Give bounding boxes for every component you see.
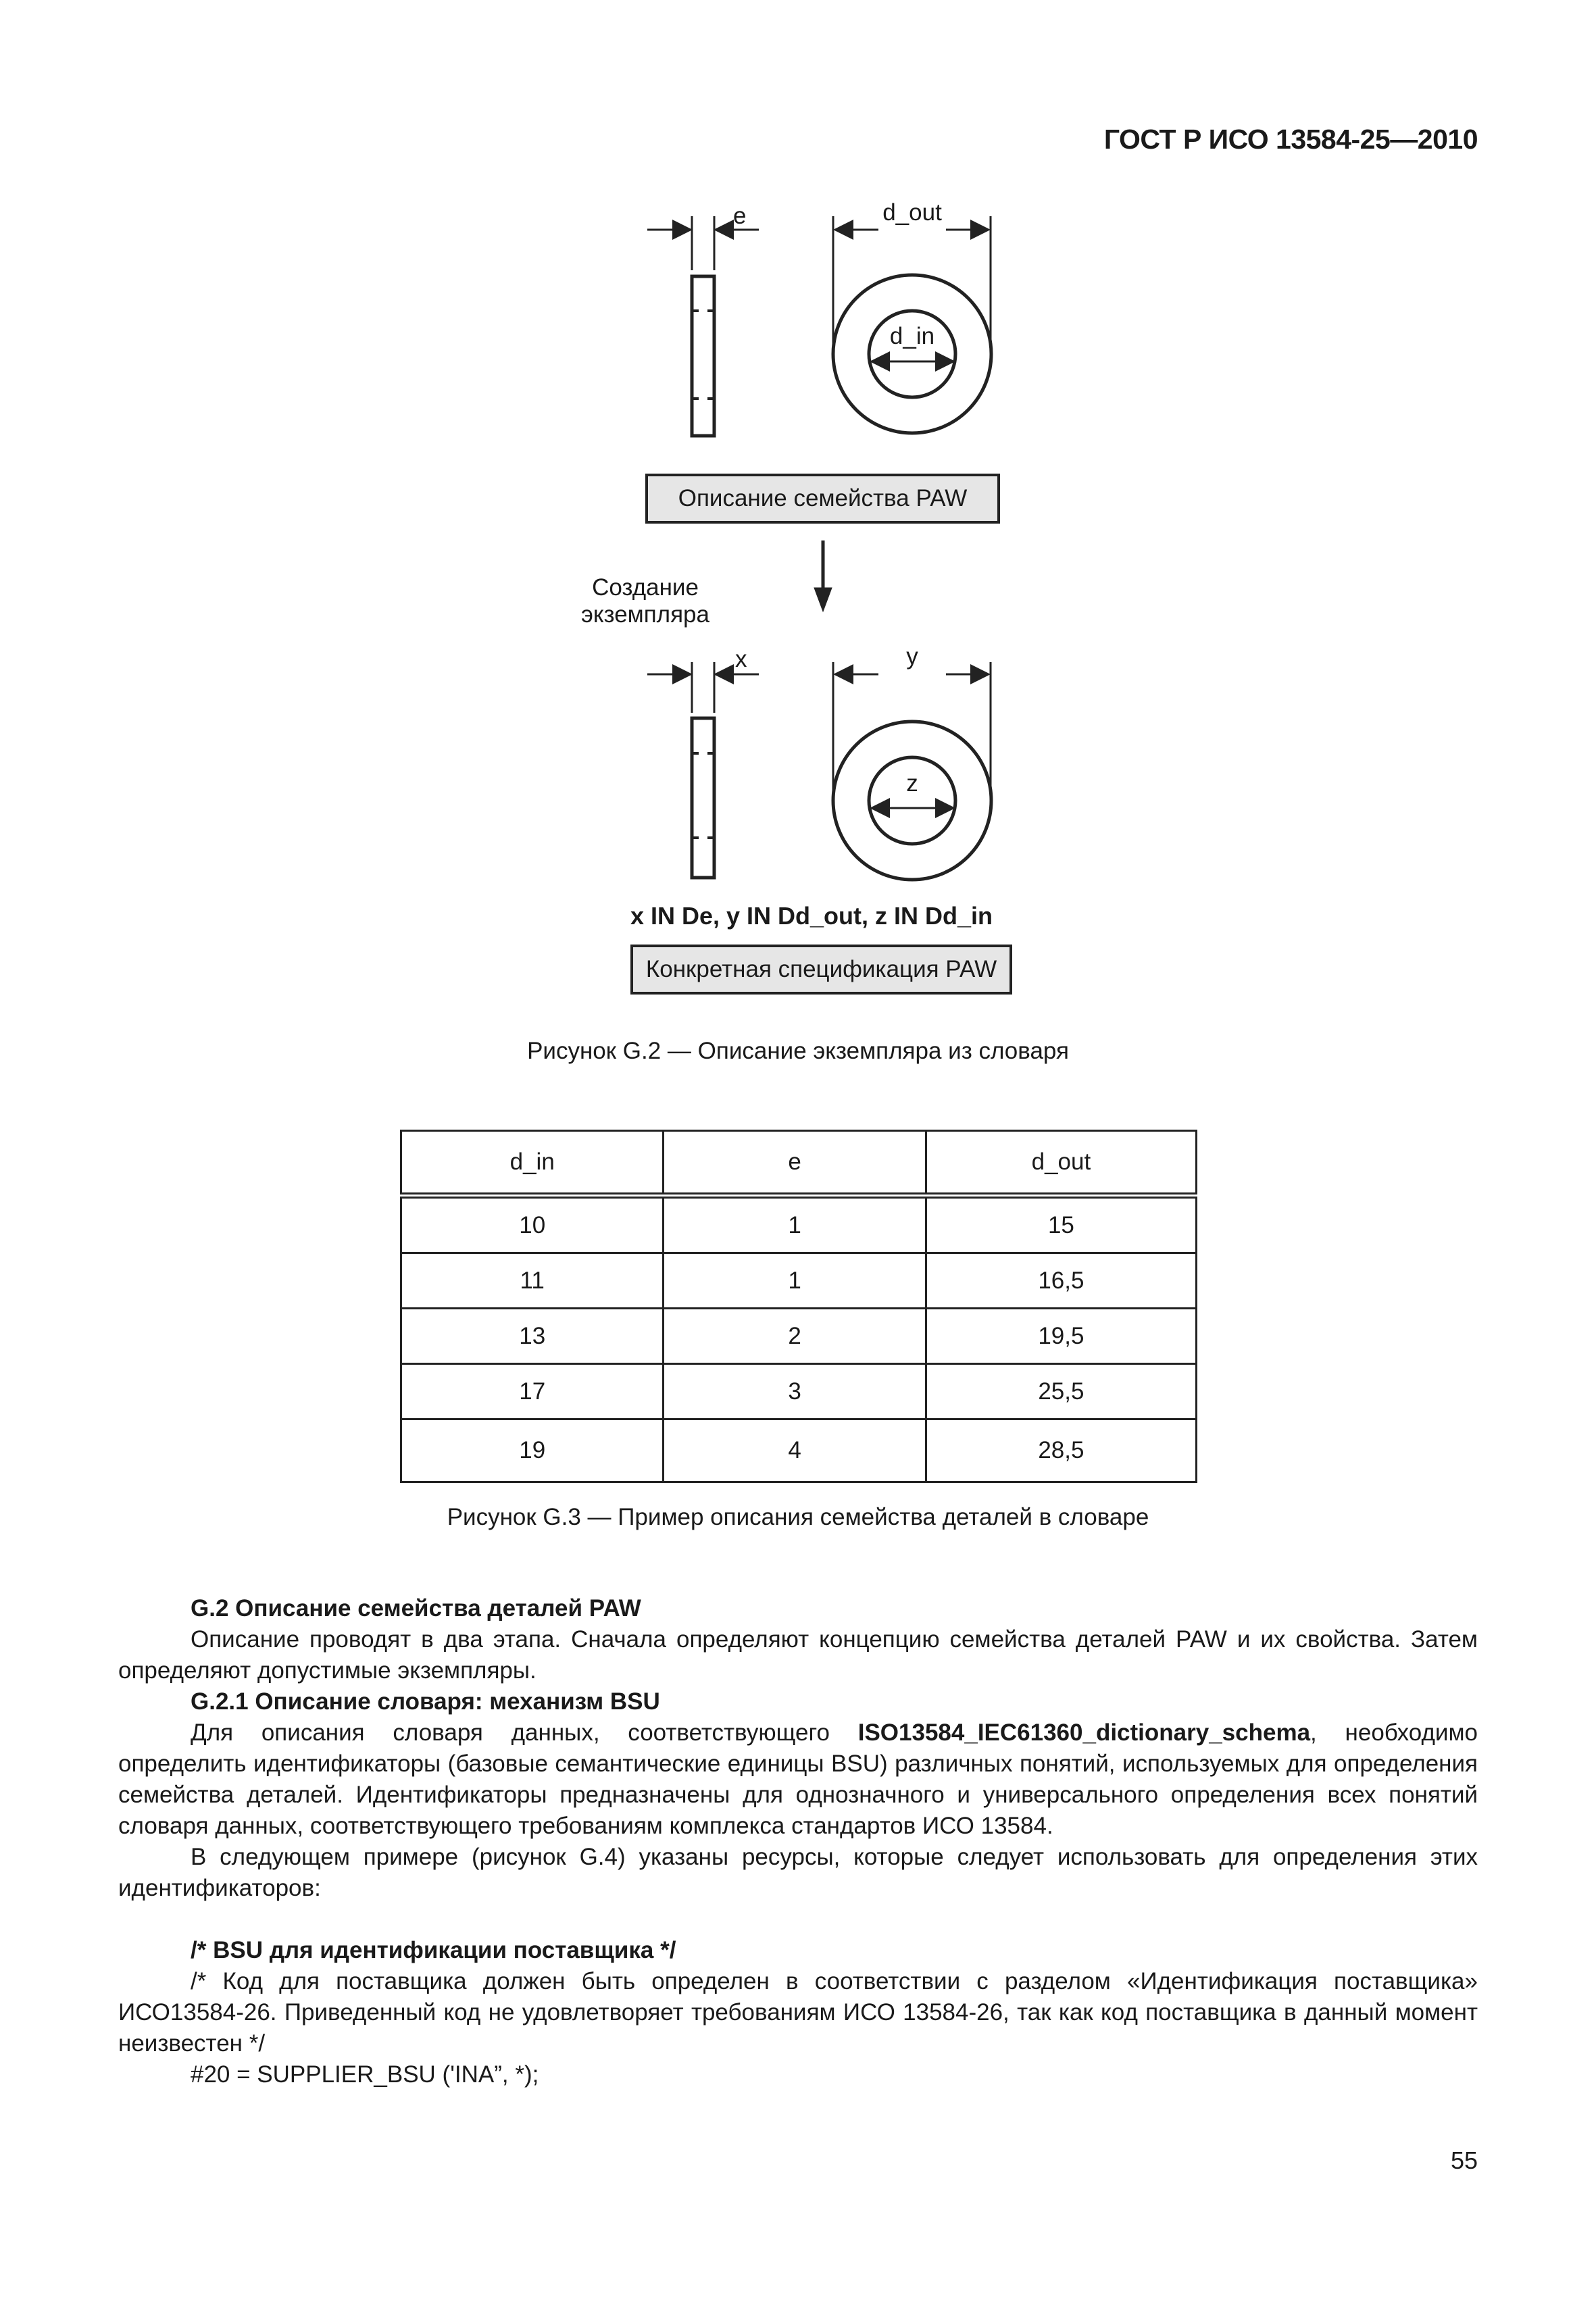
paragraph-2 [118, 1717, 1478, 1842]
spacer [118, 1904, 1478, 1935]
table-cell: 19 [401, 1419, 664, 1482]
table-row [401, 1364, 1197, 1419]
label-d-in: d_in [889, 323, 935, 349]
table-cell: 11 [401, 1253, 664, 1309]
paragraph-2-end: , необходимо определить идентификаторы (базовые семантические единицы BSU) различных понятий, используемых для определения семейства деталей. Идентификаторы предназначены для однозначного и универсального определения всех понятий словаря данных, соответствующего требованиям комплекса стандартов ИСО 13584. [118, 1719, 1478, 1839]
table-cell: 28,5 [926, 1419, 1196, 1482]
figure-g2-caption: Рисунок G.2 — Описание экземпляра из словаря [527, 1038, 1069, 1064]
table-cell: 13 [401, 1309, 664, 1364]
top-side-view [647, 216, 759, 436]
label-y: y [906, 643, 918, 670]
table-row [401, 1309, 1197, 1364]
column-header: d_out [926, 1131, 1196, 1196]
instantiation-label-line2: экземпляра [580, 601, 709, 628]
specification-box: Конкретная спецификация PAW [630, 945, 1012, 995]
label-d-out: d_out [882, 199, 942, 226]
family-description-box: Описание семейства PAW [645, 474, 1000, 524]
figure-g3-caption: Рисунок G.3 — Пример описания семейства деталей в словаре [447, 1504, 1149, 1530]
label-x: x [735, 646, 747, 672]
table-cell: 3 [664, 1364, 926, 1419]
table-cell: 1 [664, 1253, 926, 1309]
section-body [118, 1593, 1478, 2090]
table-row [401, 1419, 1197, 1482]
paragraph-2-start: Для описания словаря данных, соответствующего [191, 1719, 858, 1746]
document-header: ГОСТ Р ИСО 13584-25—2010 [1103, 124, 1478, 155]
table-cell: 4 [664, 1419, 926, 1482]
constraint-formula: x IN De, y IN Dd_out, z IN Dd_in [630, 902, 993, 930]
label-z: z [906, 770, 918, 797]
bottom-side-view [647, 662, 759, 878]
label-e: e [733, 203, 747, 229]
dictionary-table [400, 1130, 1197, 1483]
code-comment: /* Код для поставщика должен быть определен в соответствии с разделом «Идентификация поставщика» ИСО13584-26. Приведенный код не удовлетворяет требованиям ИСО 13584-26, так как код поставщика в данный момент неизвестен */ [118, 1968, 1478, 2057]
heading-g21: G.2.1 Описание словаря: механизм BSU [191, 1688, 660, 1715]
instantiation-label [561, 574, 730, 628]
table-cell: 17 [401, 1364, 664, 1419]
instantiation-arrow [814, 540, 832, 611]
table-cell: 25,5 [926, 1364, 1196, 1419]
code-line: #20 = SUPPLIER_BSU ('INA”, *); [191, 2061, 539, 2088]
table-cell: 10 [401, 1196, 664, 1253]
table-cell: 19,5 [926, 1309, 1196, 1364]
table-cell: 1 [664, 1196, 926, 1253]
code-heading: /* BSU для идентификации поставщика */ [191, 1937, 676, 1963]
paragraph-3: В следующем примере (рисунок G.4) указаны ресурсы, которые следует использовать для определения этих идентификаторов: [118, 1844, 1478, 1901]
page-number: 55 [1450, 2146, 1478, 2174]
table-header-row [401, 1131, 1197, 1196]
table-cell: 2 [664, 1309, 926, 1364]
table-cell: 15 [926, 1196, 1196, 1253]
column-header: d_in [401, 1131, 664, 1196]
paragraph-1: Описание проводят в два этапа. Сначала определяют концепцию семейства деталей PAW и их свойства. Затем определяют допустимые экземпляры. [118, 1626, 1478, 1684]
table-cell: 16,5 [926, 1253, 1196, 1309]
column-header: e [664, 1131, 926, 1196]
table-row [401, 1253, 1197, 1309]
table-row [401, 1196, 1197, 1253]
heading-g2: G.2 Описание семейства деталей PAW [191, 1595, 641, 1621]
instantiation-label-line1: Создание [592, 574, 699, 601]
schema-name: ISO13584_IEC61360_dictionary_schema [857, 1719, 1311, 1746]
